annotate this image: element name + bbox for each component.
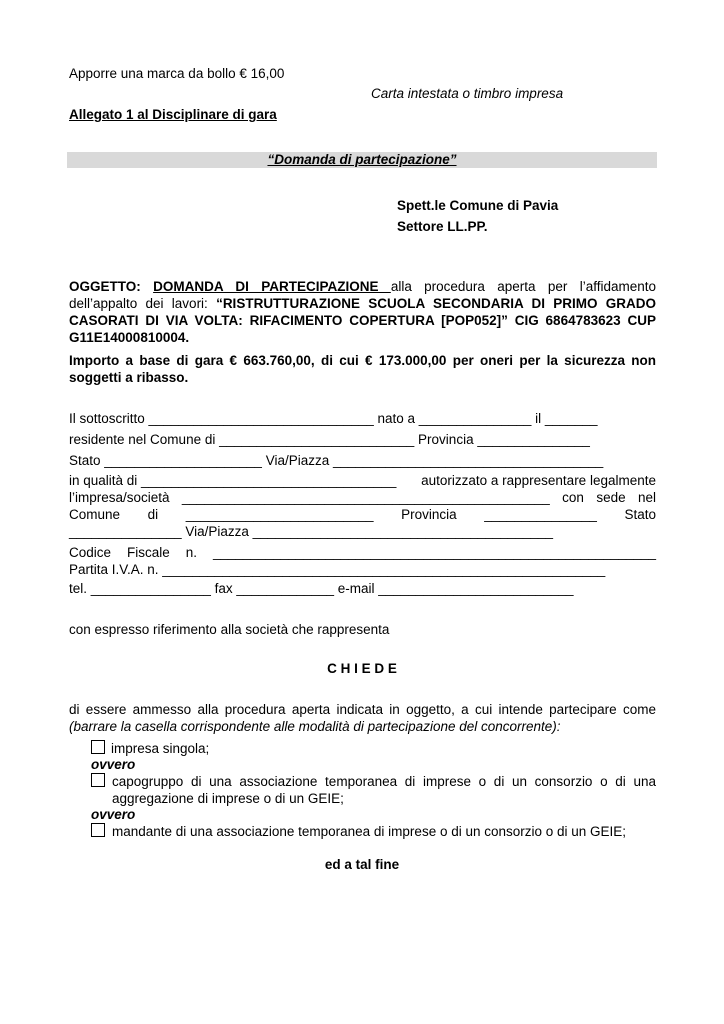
option-impresa-singola-label: impresa singola; — [111, 741, 210, 756]
form-line-qualita — [69, 472, 656, 489]
form-impresa-field: _________________________________________________ — [181, 490, 550, 505]
form-autorizzato-text: autorizzato a rappresentare legalmente — [421, 473, 656, 488]
allegato-label: Allegato 1 al Disciplinare di gara — [69, 107, 277, 122]
checkbox-capogruppo[interactable] — [91, 773, 111, 789]
form-n-word: n. — [185, 545, 198, 560]
form-fiscale-word: Fiscale — [127, 545, 170, 560]
oggetto-lavori: “RISTRUTTURAZIONE SCUOLA SECONDARIA DI PRIMO GRADO CASORATI DI VIA VOLTA: RIFACIMENTO COPERTURA [POP052]” CIG 6864783623 CUP G11E14000810004. — [69, 296, 657, 345]
form-nel-word: nel — [637, 490, 656, 505]
form-stato-label: Stato — [624, 507, 656, 522]
form-qualita-field: in qualità di __________________________________ — [69, 473, 397, 488]
option-capogruppo-label: capogruppo di una associazione temporanea di imprese o di un consorzio o di una aggregazione di imprese o di un GEIE; — [112, 774, 656, 806]
oggetto-label: OGGETTO: — [69, 279, 141, 294]
checkbox-mandante[interactable] — [91, 823, 111, 839]
carta-intestata-note: Carta intestata o timbro impresa — [371, 86, 564, 101]
form-line-impresa — [69, 489, 656, 506]
checkbox-impresa-singola[interactable] — [91, 740, 105, 754]
checkbox-capogruppo-box[interactable] — [91, 773, 105, 787]
form-line-via: _______________ Via/Piazza ________________________________________ — [69, 524, 553, 539]
form-provincia-field: _______________ — [484, 507, 597, 522]
option-impresa-singola[interactable] — [91, 740, 209, 756]
marca-bollo-note: Apporre una marca da bollo € 16,00 — [69, 66, 285, 81]
document-title: “Domanda di partecipazione” — [267, 152, 457, 167]
riferimento-text: con espresso riferimento alla società che rappresenta — [69, 622, 390, 637]
form-provincia-label: Provincia — [401, 507, 457, 522]
importo-paragraph: Importo a base di gara € 663.760,00, di cui € 173.000,00 per oneri per la sicurezza non soggetti a ribasso. — [69, 353, 656, 385]
closing-text: ed a tal fine — [324, 857, 400, 872]
ammesso-note: (barrare la casella corrispondente alle modalità di partecipazione del concorrente): — [69, 719, 561, 734]
ovvero-label-1: ovvero — [91, 757, 136, 772]
chiede-heading: C H I E D E — [327, 661, 397, 676]
ammesso-paragraph — [69, 701, 656, 735]
form-line-sottoscritto: Il sottoscritto ______________________________ nato a _______________ il _______ — [69, 411, 598, 426]
form-comune-label: Comune — [69, 507, 121, 522]
form-codice-word: Codice — [69, 545, 112, 560]
title-bar — [67, 152, 657, 168]
ammesso-text: di essere ammesso alla procedura aperta indicata in oggetto, a cui intende partecipare come — [69, 702, 656, 717]
recipient-line2: Settore LL.PP. — [397, 219, 488, 234]
form-line-comune — [69, 506, 656, 523]
form-con-word: con — [562, 490, 584, 505]
oggetto-paragraph — [69, 278, 656, 346]
recipient-line1: Spett.le Comune di Pavia — [397, 198, 559, 213]
form-sede-word: sede — [596, 490, 626, 505]
form-comune-field: _________________________ — [185, 507, 374, 522]
form-line-stato: Stato _____________________ Via/Piazza ____________________________________ — [69, 453, 604, 468]
form-line-codice-fiscale — [69, 544, 656, 561]
form-impresa-label: l’impresa/società — [69, 490, 170, 505]
form-line-residente: residente nel Comune di __________________________ Provincia _______________ — [69, 432, 590, 447]
form-di-word: di — [147, 507, 159, 522]
form-line-contatti: tel. ________________ fax _____________ e-mail __________________________ — [69, 581, 574, 596]
option-mandante-label: mandante di una associazione temporanea di imprese o di un consorzio o di un GEIE; — [112, 824, 627, 839]
form-line-partita-iva: Partita I.V.A. n. ___________________________________________________________ — [69, 562, 606, 577]
form-codice-fiscale-field: ___________________________________________________________ — [213, 545, 656, 560]
oggetto-intro: alla procedura aperta per l’affidamento dell’appalto dei lavori: — [69, 279, 656, 311]
checkbox-mandante-box[interactable] — [91, 823, 105, 837]
ovvero-label-2: ovvero — [91, 807, 136, 822]
oggetto-domanda: DOMANDA DI PARTECIPAZIONE — [153, 279, 391, 294]
